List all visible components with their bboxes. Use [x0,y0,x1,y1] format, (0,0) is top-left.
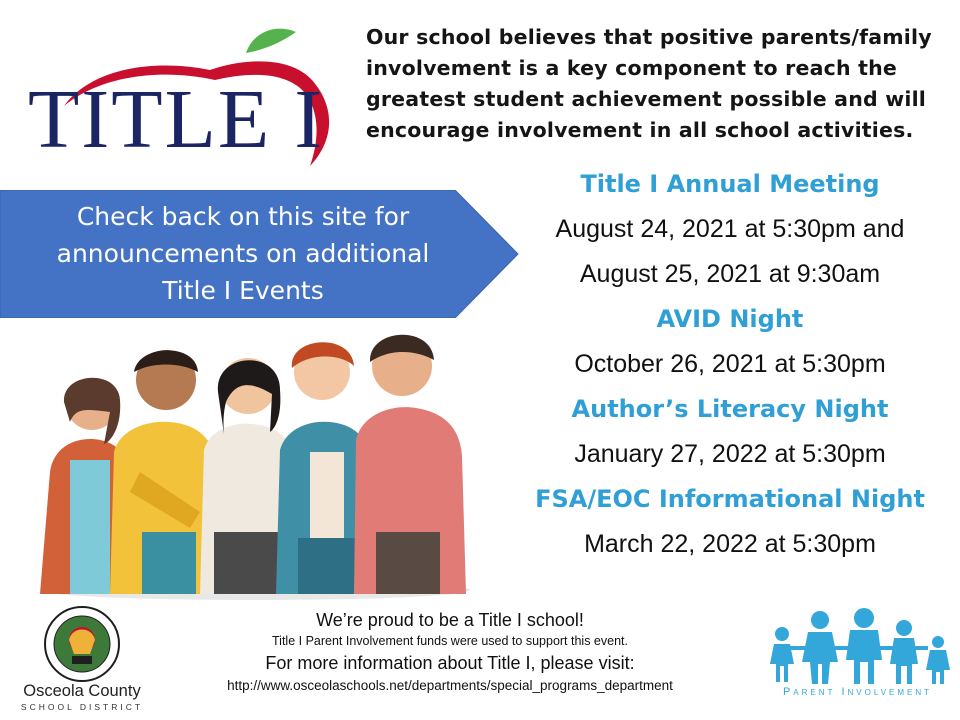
footer-proud-line: We’re proud to be a Title I school! [316,610,584,630]
footer-funds-line: Title I Parent Involvement funds were used to support this event. [272,634,628,648]
intro-paragraph: Our school believes that positive parents/family involvement is a key component to reach the greatest student achievement possible and will encourage involvement in all school activities. [366,25,932,142]
event-title-literacy-night: Author’s Literacy Night [571,395,889,423]
logo-text: TITLE I [28,73,325,166]
events-list [510,162,950,567]
event-date: March 22, 2022 at 5:30pm [584,530,876,558]
people-illustration [30,332,480,600]
parent-involvement-logo [760,606,955,706]
banner-text [28,198,458,309]
event-title-avid-night: AVID Night [656,305,804,333]
banner-line-2: announcements on additional [56,239,430,268]
banner-line-3: Title I Events [162,276,324,305]
footer-info [170,608,730,697]
event-title-fsa-eoc-night: FSA/EOC Informational Night [535,485,925,513]
announcement-banner [0,190,520,318]
district-seal-icon [12,604,152,684]
event-date: August 25, 2021 at 9:30am [579,260,881,288]
district-subtitle: SCHOOL DISTRICT [20,702,144,712]
family-figures-icon [760,606,955,686]
parent-involvement-caption: Parent Involvement [782,686,933,698]
banner-line-1: Check back on this site for [76,202,410,231]
title-i-logo [20,18,340,168]
footer-info-line: For more information about Title I, please visit: [265,653,635,673]
event-date: October 26, 2021 at 5:30pm [574,350,886,378]
event-title-annual-meeting: Title I Annual Meeting [580,170,880,198]
district-name: Osceola County [23,682,141,700]
district-logo [12,604,152,714]
event-date: January 27, 2022 at 5:30pm [574,440,886,468]
footer-url-link[interactable]: http://www.osceolaschools.net/departments/special_programs_department [227,678,673,693]
event-date: August 24, 2021 at 5:30pm and [555,215,905,243]
